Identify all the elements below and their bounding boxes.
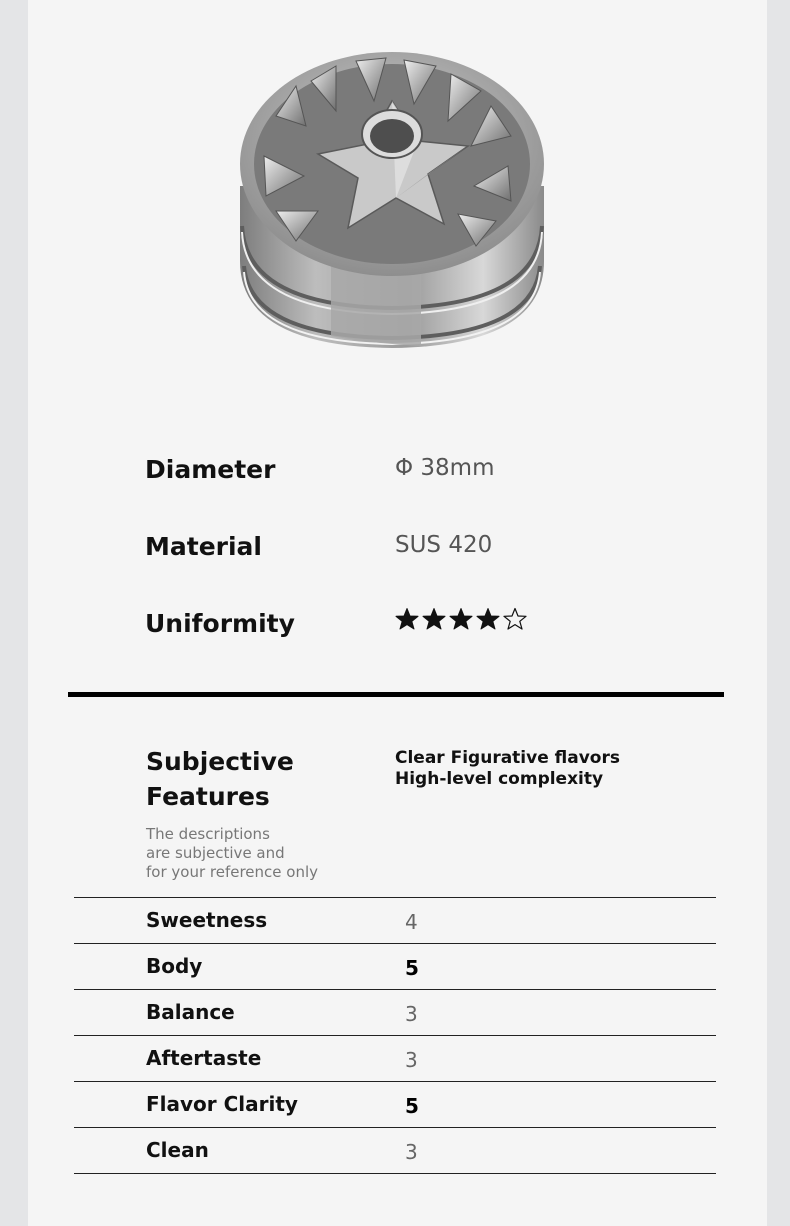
- rating-value: 5: [405, 1094, 419, 1118]
- star-filled-icon: [422, 607, 446, 631]
- table-row: [74, 989, 716, 1035]
- rating-value: 3: [405, 1048, 418, 1072]
- table-row: [74, 1127, 716, 1174]
- rating-value: 3: [405, 1140, 418, 1164]
- rating-label: Body: [146, 954, 203, 978]
- diameter-label: Diameter: [145, 455, 276, 484]
- star-empty-icon: [503, 607, 527, 631]
- note-line-1: The descriptions: [146, 825, 270, 843]
- star-filled-icon: [449, 607, 473, 631]
- title-line-2: Features: [146, 782, 270, 811]
- note-line-2: are subjective and: [146, 844, 285, 862]
- ratings-table: [74, 897, 716, 1174]
- star-filled-icon: [476, 607, 500, 631]
- section-divider: [68, 692, 724, 697]
- table-row: [74, 897, 716, 943]
- rating-label: Sweetness: [146, 908, 268, 932]
- rating-label: Clean: [146, 1138, 209, 1162]
- table-row: [74, 943, 716, 989]
- star-filled-icon: [395, 607, 419, 631]
- note-line-3: for your reference only: [146, 863, 319, 881]
- rating-value: 5: [405, 956, 419, 980]
- rating-value: 3: [405, 1002, 418, 1026]
- uniformity-label: Uniformity: [145, 609, 295, 638]
- material-value: SUS 420: [395, 532, 493, 558]
- material-label: Material: [145, 532, 262, 561]
- diameter-value: Φ 38mm: [395, 455, 495, 481]
- uniformity-rating: [395, 607, 527, 631]
- desc-line-1: Clear Figurative flavors: [395, 748, 620, 768]
- subjective-features-title: [146, 744, 346, 814]
- subjective-description: [395, 748, 695, 790]
- table-row: [74, 1081, 716, 1127]
- conical-burr-image: [236, 46, 548, 352]
- title-line-1: Subjective: [146, 747, 294, 776]
- rating-label: Aftertaste: [146, 1046, 262, 1070]
- rating-label: Balance: [146, 1000, 235, 1024]
- rating-label: Flavor Clarity: [146, 1092, 298, 1116]
- table-row: [74, 1035, 716, 1081]
- subjective-note: [146, 825, 366, 882]
- rating-value: 4: [405, 910, 418, 934]
- desc-line-2: High-level complexity: [395, 769, 604, 789]
